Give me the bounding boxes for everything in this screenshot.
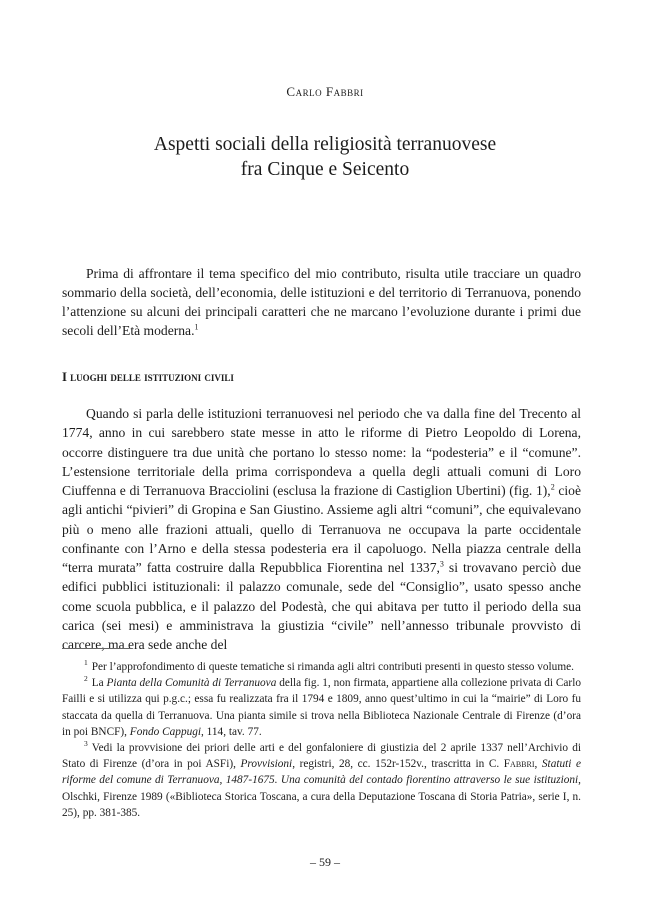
footnote-number: 3 — [84, 739, 88, 749]
footnote-ref-1: 1 — [194, 322, 199, 332]
footnotes — [62, 659, 581, 821]
footnote-italic-title: Provvisioni — [240, 758, 293, 771]
intro-text: Prima di affrontare il tema specifico del mio contributo, risulta utile tracciare un quadro sommario della società, dell’economia, delle istituzioni e del territorio di Terranuova, ponendo l’attenzione su alcuni dei principali caratteri che ne marcano l’evoluzione durante i primi due secoli dell’Età moderna. — [62, 266, 581, 338]
footnote-text: La — [91, 677, 107, 690]
footnote-text: , Olschki, Firenze 1989 («Biblioteca Storica Toscana, a cura della Deputazione Toscana di Storia Patria», serie I, n. 25), pp. 381-385. — [62, 774, 581, 819]
footnote-ref-3: 3 — [439, 559, 444, 569]
section-heading: I luoghi delle istituzioni civili — [62, 370, 234, 384]
body-text-part-3: si trovavano perciò due edifici pubblici istituzionali: il palazzo comunale, sede del “Consiglio”, usato spesso anche come scuola pubblica, e il palazzo del Podestà, che qui abitava per tutto il periodo della sua carica (sei mesi) e amministrava la giustizia “civile” nell’annesso tribunale provvisto di carcere, ma era sede anche del — [62, 560, 581, 652]
article-title — [60, 132, 590, 182]
body-text-part-2: cioè agli antichi “pivieri” di Gropina e San Giustino. Assieme agli altri “comuni”, che equivalevano più o meno alle frazioni attuali, quello di Terranuova ne occupava la parte occidentale confinante con l’Arno e della stessa podesteria era il capoluogo. Nella piazza centrale della “terra murata” fatta costruire dalla Repubblica Fiorentina nel 1337, — [62, 483, 581, 575]
footnote-separator — [62, 648, 132, 649]
footnote-author: Fabbri — [503, 758, 535, 771]
footnote-3 — [62, 740, 581, 821]
footnote-italic-title: Fondo Cappugi — [129, 725, 202, 738]
footnote-italic-title: Pianta della Comunità di Terranuova — [106, 677, 277, 690]
footnote-italic-title: Statuti e riforme del comune di Terranuova, 1487-1675. Una comunità del contado fiorentino attraverso le sue istituzioni — [62, 758, 581, 787]
footnote-number: 2 — [84, 674, 88, 684]
article-title-line-1: Aspetti sociali della religiosità terranuovese — [153, 134, 497, 155]
page-number: – 59 – — [310, 855, 340, 869]
author-name: Carlo Fabbri — [286, 84, 364, 99]
article-title-line-2: fra Cinque e Seicento — [240, 159, 410, 180]
footnote-text: Vedi la provvisione dei priori delle arti e del gonfaloniere di giustizia del 2 aprile 1337 nell’Archivio di Stato di Firenze (d’ora in poi ASFi), — [62, 742, 581, 771]
body-text-part-1: Quando si parla delle istituzioni terranuovesi nel periodo che va dalla fine del Trecento al 1774, anno in cui sarebbero state messe in atto le riforme di Pietro Leopoldo di Lorena, occorre distinguere tra due unità che portano lo stesso nome: la “podesteria” e il “comune”. L’estensione territoriale della prima corrispondeva a quella degli attuali comuni di Loro Ciuffenna e di Terranuova Bracciolini (esclusa la frazione di Castiglion Ubertini) (fig. 1), — [62, 406, 581, 498]
footnote-1 — [62, 659, 581, 675]
footnote-text: della fig. 1, non firmata, appartiene alla collezione privata di Carlo Failli e si utilizza qui p.g.c.; essa fu realizzata fra il 1794 e 1809, anno quest’ultimo in cui la “mairie” di Loro fu staccata da quella di Terranuova. Una pianta simile si trova nella Biblioteca Nazionale Centrale di Firenze (d’ora in poi BNCF), — [62, 677, 581, 738]
footnote-text: , — [534, 758, 542, 771]
footnote-text: Per l’approfondimento di queste tematiche si rimanda agli altri contributi presenti in questo stesso volume. — [91, 661, 574, 673]
body-paragraph — [62, 404, 581, 654]
footnote-ref-2: 2 — [550, 482, 555, 492]
footnote-number: 1 — [84, 658, 88, 668]
footnote-text: , registri, 28, cc. 152r-152v., trascritta in C. — [292, 758, 504, 771]
footnote-text: , 114, tav. 77. — [201, 725, 262, 738]
intro-paragraph — [62, 264, 581, 340]
footnote-2 — [62, 675, 581, 740]
